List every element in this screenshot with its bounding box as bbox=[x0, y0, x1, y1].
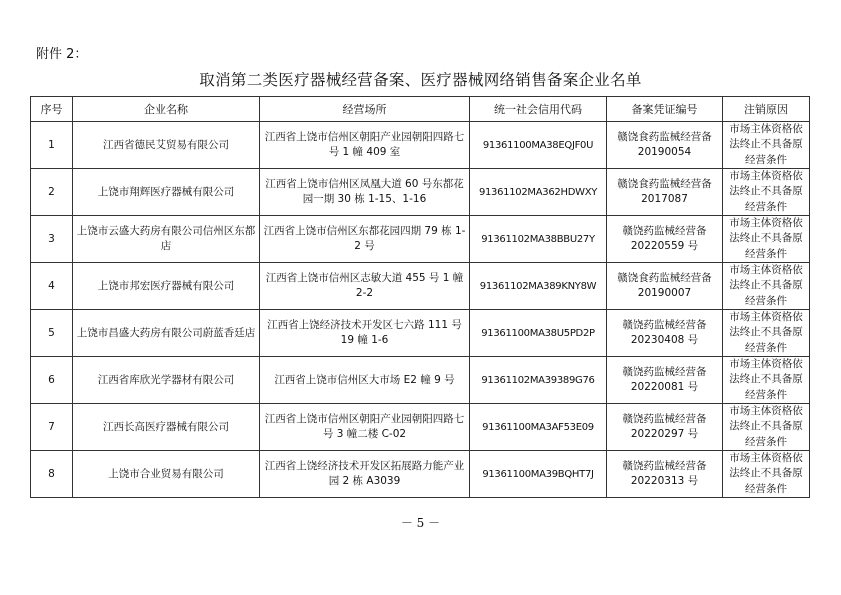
cell-no: 4 bbox=[31, 263, 73, 310]
col-header-reason: 注销原因 bbox=[723, 97, 810, 122]
cell-no: 8 bbox=[31, 451, 73, 498]
table-row bbox=[31, 263, 810, 310]
cell-reason: 市场主体资格依法终止不具备原经营条件 bbox=[723, 310, 810, 357]
cell-credit-code: 91361102MA39389G76 bbox=[470, 357, 607, 404]
cell-address: 江西省上饶市信州区朝阳产业园朝阳四路七号 1 幢 409 室 bbox=[260, 122, 470, 169]
col-header-cert-no: 备案凭证编号 bbox=[607, 97, 723, 122]
cell-name: 上饶市合业贸易有限公司 bbox=[73, 451, 260, 498]
cell-cert-no: 赣饶药监械经营备 20220081 号 bbox=[607, 357, 723, 404]
cell-cert-no: 赣饶食药监械经营备 20190007 bbox=[607, 263, 723, 310]
cell-no: 1 bbox=[31, 122, 73, 169]
cell-no: 5 bbox=[31, 310, 73, 357]
cell-cert-no: 赣饶药监械经营备 20220559 号 bbox=[607, 216, 723, 263]
table-row bbox=[31, 451, 810, 498]
col-header-address: 经营场所 bbox=[260, 97, 470, 122]
cell-reason: 市场主体资格依法终止不具备原经营条件 bbox=[723, 263, 810, 310]
cell-credit-code: 91361102MA389KNY8W bbox=[470, 263, 607, 310]
cell-no: 2 bbox=[31, 169, 73, 216]
cell-address: 江西省上饶市信州区凤凰大道 60 号东都花园一期 30 栋 1-15、1-16 bbox=[260, 169, 470, 216]
table-header-row bbox=[31, 97, 810, 122]
cell-name: 上饶市邦宏医疗器械有限公司 bbox=[73, 263, 260, 310]
cell-credit-code: 91361102MA38BBU27Y bbox=[470, 216, 607, 263]
cell-cert-no: 赣饶食药监械经营备 2017087 bbox=[607, 169, 723, 216]
cell-cert-no: 赣饶药监械经营备 20220297 号 bbox=[607, 404, 723, 451]
table-row bbox=[31, 216, 810, 263]
cell-name: 江西省库欣光学器材有限公司 bbox=[73, 357, 260, 404]
col-header-name: 企业名称 bbox=[73, 97, 260, 122]
cell-credit-code: 91361100MA3AF53E09 bbox=[470, 404, 607, 451]
table-row bbox=[31, 357, 810, 404]
cell-name: 江西省德民艾贸易有限公司 bbox=[73, 122, 260, 169]
cell-cert-no: 赣饶食药监械经营备 20190054 bbox=[607, 122, 723, 169]
cell-credit-code: 91361100MA38U5PD2P bbox=[470, 310, 607, 357]
cell-credit-code: 91361100MA38EQJF0U bbox=[470, 122, 607, 169]
cell-reason: 市场主体资格依法终止不具备原经营条件 bbox=[723, 122, 810, 169]
cell-reason: 市场主体资格依法终止不具备原经营条件 bbox=[723, 216, 810, 263]
cell-reason: 市场主体资格依法终止不具备原经营条件 bbox=[723, 404, 810, 451]
cell-address: 江西省上饶市信州区朝阳产业园朝阳四路七号 3 幢二楼 C-02 bbox=[260, 404, 470, 451]
cell-name: 上饶市昌盛大药房有限公司蔚蓝香廷店 bbox=[73, 310, 260, 357]
page-number: － 5 － bbox=[400, 516, 441, 530]
cell-no: 3 bbox=[31, 216, 73, 263]
cell-reason: 市场主体资格依法终止不具备原经营条件 bbox=[723, 451, 810, 498]
table-row bbox=[31, 404, 810, 451]
col-header-no: 序号 bbox=[31, 97, 73, 122]
document-title: 取消第二类医疗器械经营备案、医疗器械网络销售备案企业名单 bbox=[199, 71, 642, 89]
cell-cert-no: 赣饶药监械经营备 20220313 号 bbox=[607, 451, 723, 498]
table-row bbox=[31, 310, 810, 357]
table-row bbox=[31, 122, 810, 169]
cell-cert-no: 赣饶药监械经营备 20230408 号 bbox=[607, 310, 723, 357]
cell-reason: 市场主体资格依法终止不具备原经营条件 bbox=[723, 169, 810, 216]
col-header-credit-code: 统一社会信用代码 bbox=[470, 97, 607, 122]
cell-credit-code: 91361102MA362HDWXY bbox=[470, 169, 607, 216]
cell-address: 江西省上饶经济技术开发区七六路 111 号 19 幢 1-6 bbox=[260, 310, 470, 357]
cell-address: 江西省上饶市信州区志敏大道 455 号 1 幢 2-2 bbox=[260, 263, 470, 310]
attachment-label: 附件 2： bbox=[36, 47, 88, 62]
cell-reason: 市场主体资格依法终止不具备原经营条件 bbox=[723, 357, 810, 404]
cell-credit-code: 91361100MA39BQHT7J bbox=[470, 451, 607, 498]
cell-address: 江西省上饶经济技术开发区拓展路力能产业园 2 栋 A3039 bbox=[260, 451, 470, 498]
cell-no: 7 bbox=[31, 404, 73, 451]
cell-no: 6 bbox=[31, 357, 73, 404]
cell-address: 江西省上饶市信州区大市场 E2 幢 9 号 bbox=[260, 357, 470, 404]
cell-address: 江西省上饶市信州区东都花园四期 79 栋 1-2 号 bbox=[260, 216, 470, 263]
table-row bbox=[31, 169, 810, 216]
cell-name: 上饶市云盛大药房有限公司信州区东都店 bbox=[73, 216, 260, 263]
cell-name: 上饶市翔辉医疗器械有限公司 bbox=[73, 169, 260, 216]
cell-name: 江西长高医疗器械有限公司 bbox=[73, 404, 260, 451]
enterprise-table bbox=[30, 96, 810, 498]
